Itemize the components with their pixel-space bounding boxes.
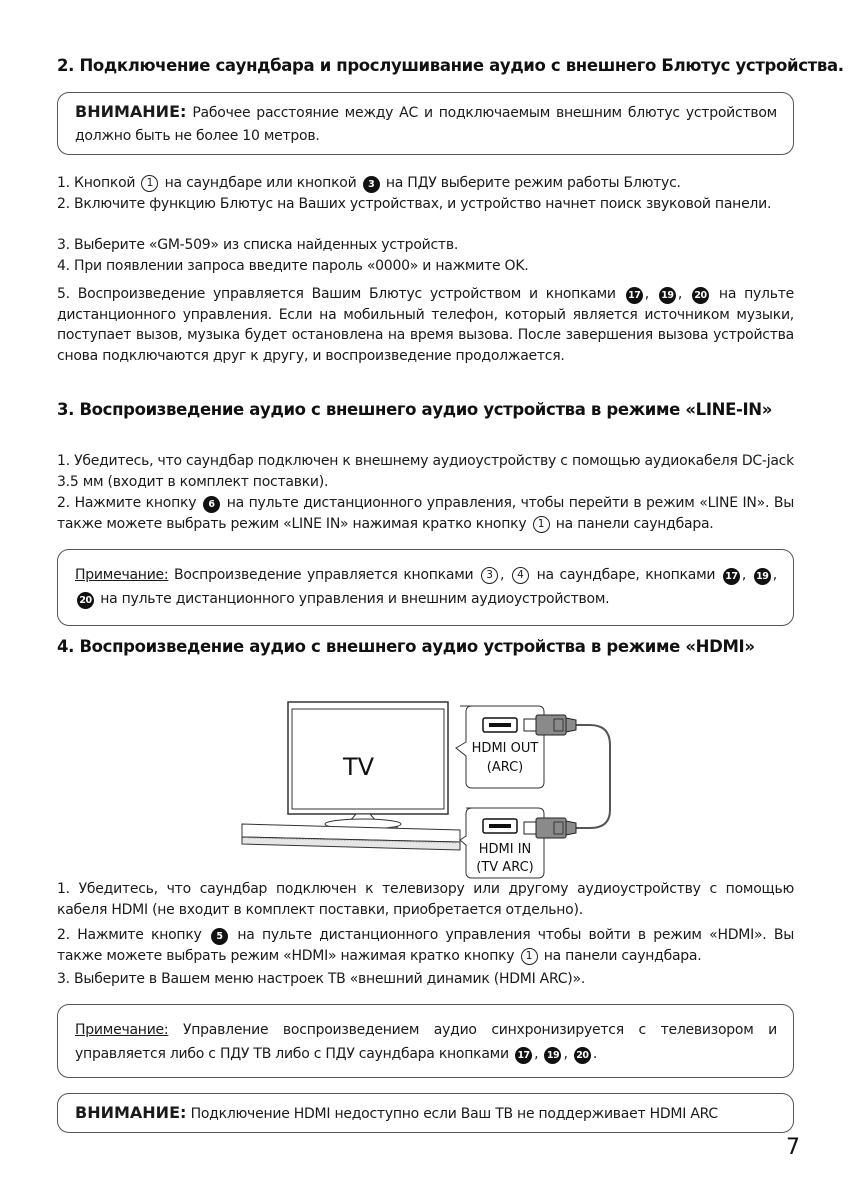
button-1-marker: 1 [521,948,538,965]
hdmi-out-sub-label: (ARC) [486,760,524,775]
step-text: на ПДУ выберите режим работы Блютус. [385,175,681,191]
hdmi-note-box [57,1004,794,1078]
separator: . [592,1046,598,1062]
warning-label: ВНИМАНИЕ: [75,1103,187,1122]
line-in-note-text [75,563,777,611]
bluetooth-warning-box [57,92,794,155]
tv-label: TV [343,753,375,781]
step-text: 2. Нажмите кнопку [57,495,197,511]
step-text: на пульте дистанционного управления. Если на мобильный телефон, который является источником музыки, поступает вызов, музыка будет остановлена на время вызова. После завершения вызова устройства снова подключаются друг к другу, и воспроизведение продолжается. [57,286,794,365]
remote-button-20-marker: 20 [692,287,709,304]
section-4-title: 4. Воспроизведение аудио с внешнего аудио устройства в режиме «HDMI» [57,637,755,656]
separator: , [500,567,505,583]
separator: , [741,567,747,583]
step-text: на пульте дистанционного управления чтобы войти в режим «HDMI». Вы также можете выбрать режим «HDMI» нажимая кратко кнопку [57,927,795,964]
bt-step-5 [57,284,794,367]
separator: , [772,567,777,583]
line-in-step-2 [57,493,794,534]
note-text: Воспроизведение управляется кнопками [168,567,474,583]
remote-button-19-marker: 19 [544,1047,561,1064]
warning-body: Рабочее расстояние между АС и подключаемым внешним блютус устройством должно быть не более 10 метров. [75,105,777,144]
hdmi-warning-box [57,1093,794,1133]
step-text: на панели саундбара. [555,515,714,532]
bt-step-4: 4. При появлении запроса введите пароль «0000» и нажмите OK. [57,258,529,274]
section-2-title: 2. Подключение саундбара и прослушивание аудио с внешнего Блютус устройства. [57,56,844,75]
step-text: на саундбаре или кнопкой [164,175,357,191]
line-in-step-1: 1. Убедитесь, что саундбар подключен к внешнему аудиоустройству с помощью аудиокабеля DC-jack 3.5 мм (входит в комплект поставки). [57,453,794,490]
note-text: Управление воспроизведением аудио синхронизируется с телевизором и управляется либо с ПДУ ТВ либо с ПДУ саундбара кнопками [75,1022,777,1062]
note-label: Примечание: [75,1022,169,1038]
hdmi-in-sub-label: (TV ARC) [476,860,534,875]
warning-label: ВНИМАНИЕ: [75,102,187,121]
remote-button-19-marker: 19 [754,568,771,585]
bluetooth-warning-text [75,100,777,148]
separator: , [677,286,683,302]
remote-button-17-marker: 17 [723,568,740,585]
separator: , [644,286,649,302]
section-3-title: 3. Воспроизведение аудио с внешнего аудио устройства в режиме «LINE-IN» [57,400,773,419]
remote-button-17-marker: 17 [626,287,643,304]
remote-button-6-marker: 6 [203,496,220,513]
remote-button-19-marker: 19 [659,287,676,304]
hdmi-note-text [75,1018,777,1066]
hdmi-step-1: 1. Убедитесь, что саундбар подключен к телевизору или другому аудиоустройству с помощью кабеля HDMI (не входит в комплект поставки, приобретается отдельно). [57,881,794,918]
remote-button-20-marker: 20 [574,1047,591,1064]
button-4-marker: 4 [512,567,529,584]
soundbar-illustration [242,824,460,850]
hdmi-step-2 [57,925,794,967]
note-text: на саундбаре, кнопками [536,567,716,583]
step-text: 2. Нажмите кнопку [57,927,202,943]
hdmi-warning-text [75,1101,777,1126]
hdmi-in-label: HDMI IN [478,842,532,857]
hdmi-connection-diagram [238,700,618,880]
bt-step-2: 2. Включите функцию Блютус на Ваших устройствах, и устройство начнет поиск звуковой панели. [57,196,772,212]
remote-button-5-marker: 5 [211,928,228,945]
page-number: 7 [786,1135,800,1160]
note-label: Примечание: [75,567,169,583]
step-text: 1. Кнопкой [57,175,136,191]
hdmi-step-3: 3. Выберите в Вашем меню настроек ТВ «внешний динамик (HDMI ARC)». [57,971,586,987]
remote-button-17-marker: 17 [515,1047,532,1064]
remote-button-20-marker: 20 [77,592,94,609]
button-1-marker: 1 [533,516,550,533]
line-in-note-box [57,549,794,626]
button-3-marker: 3 [481,567,498,584]
hdmi-out-label: HDMI OUT [471,741,539,756]
note-text: на пульте дистанционного управления и внешним аудиоустройством. [100,591,610,607]
warning-body: Подключение HDMI недоступно если Ваш ТВ не поддерживает HDMI ARC [186,1106,718,1122]
bt-step-1 [57,173,794,194]
remote-button-3-marker: 3 [363,176,380,193]
button-1-marker: 1 [141,175,158,192]
separator: , [534,1046,539,1062]
bt-step-3: 3. Выберите «GM-509» из списка найденных устройств. [57,237,459,253]
step-text: 5. Воспроизведение управляется Вашим Блютус устройством и кнопками [57,286,616,302]
step-text: на панели саундбара. [543,948,702,964]
step-text: на пульте дистанционного управления, чтобы перейти в режим «LINE IN». Вы также можете выбрать режим «LINE IN» нажимая кратко кнопку [57,495,795,532]
separator: , [563,1046,568,1062]
